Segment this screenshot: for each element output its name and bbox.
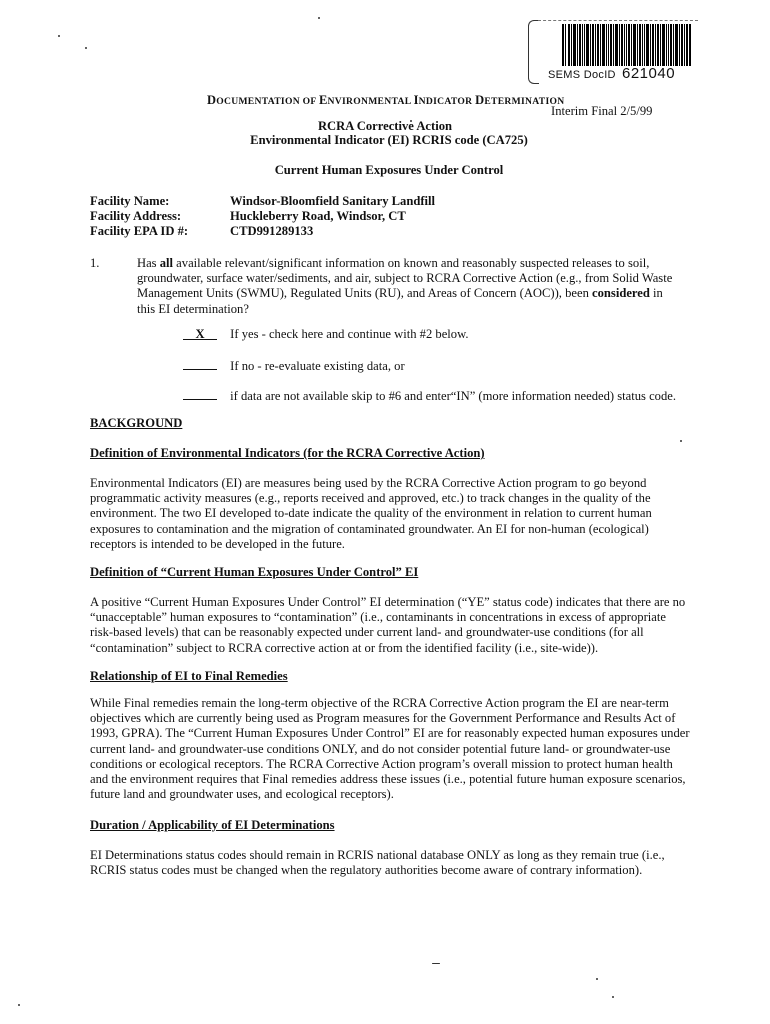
scan-speck	[318, 17, 320, 19]
facility-epa-value: CTD991289133	[230, 224, 314, 238]
def-chec-paragraph: A positive “Current Human Exposures Under Control” EI determination (“YE” status code) indicates that there are no “unacceptable” human exposures to “contamination” (i.e., contaminants in concentrations in excess of appropriate risk-based levels) that can be reasonably expected under current land- and groundwater-use conditions (for all “contamination” subject to RCRA corrective action at or from the identified facility (i.e., site-wide)).	[90, 595, 686, 655]
checkbox-yes[interactable]: X	[183, 327, 217, 340]
option-na-text: if data are not available skip to #6 and enter“IN” (more information needed) status code.	[230, 389, 677, 403]
facility-address-value: Huckleberry Road, Windsor, CT	[230, 209, 406, 223]
question-1-option-no	[183, 357, 405, 374]
def-chec-heading: Definition of “Current Human Exposures Under Control” EI	[90, 565, 419, 579]
option-no-text: If no - re-evaluate existing data, or	[230, 359, 405, 373]
option-yes-text: If yes - check here and continue with #2 below.	[230, 327, 469, 341]
background-heading: BACKGROUND	[90, 416, 183, 430]
question-1-option-na	[183, 387, 676, 404]
facility-epa-row	[90, 224, 435, 239]
scan-speck	[612, 996, 614, 998]
scan-speck	[432, 963, 440, 964]
facility-epa-label: Facility EPA ID #:	[90, 224, 189, 238]
checkbox-na[interactable]	[183, 387, 217, 400]
scan-speck	[596, 978, 598, 980]
stamp-bracket	[528, 20, 539, 84]
checkbox-no[interactable]	[183, 357, 217, 370]
scan-speck	[85, 47, 87, 49]
facility-address-label: Facility Address:	[90, 209, 182, 223]
facility-name-row	[90, 194, 435, 209]
scan-speck	[18, 1004, 20, 1006]
page-subtitle: Current Human Exposures Under Control	[274, 163, 504, 177]
def-ei-heading: Definition of Environmental Indicators (for the RCRA Corrective Action)	[90, 446, 485, 460]
scan-speck	[680, 440, 682, 442]
relationship-heading: Relationship of EI to Final Remedies	[90, 669, 288, 683]
duration-paragraph: EI Determinations status codes should remain in RCRIS national database ONLY as long as they remain true (i.e., RCRIS status codes must be changed when the regulatory authorities become aware of contrary information).	[90, 848, 665, 878]
header-line-2: Environmental Indicator (EI) RCRIS code (CA725)	[250, 133, 528, 147]
facility-name-label: Facility Name:	[90, 194, 170, 208]
facility-address-row	[90, 209, 435, 224]
question-1-option-yes	[183, 327, 469, 342]
facility-block	[90, 194, 435, 239]
document-id-stamp	[528, 14, 700, 86]
scan-speck	[58, 35, 60, 37]
header-line-1: RCRA Corrective Action	[317, 119, 453, 133]
facility-name-value: Windsor-Bloomfield Sanitary Landfill	[230, 194, 436, 208]
stamp-number: 621040	[622, 65, 676, 82]
relationship-paragraph: While Final remedies remain the long-term objective of the RCRA Corrective Action program the EI are near-term objectives which are currently being used as Program measures for the Government Performance and Results Act of 1993, GPRA). The “Current Human Exposures Under Control” EI are for reasonably expected human exposures under current land- and groundwater-use conditions ONLY, and do not consider potential future land- or groundwater-use conditions or ecological receptors. The RCRA Corrective Action program’s overall mission to protect human health and the environment requires that Final remedies address these issues (i.e., potential future human exposure scenarios, future land and groundwater uses, and ecological receptors).	[90, 696, 690, 802]
question-1-text: Has all available relevant/significant information on known and reasonably suspected releases to soil, groundwater, surface water/sediments, and air, subject to RCRA Corrective Action (e.g., from Solid Waste Management Units (SWMU), Regulated Units (RU), and Areas of Concern (AOC)), been considered in this EI determination?	[137, 256, 673, 316]
stamp-label: SEMS DocID	[548, 69, 616, 81]
def-ei-paragraph: Environmental Indicators (EI) are measures being used by the RCRA Corrective Action program to go beyond programmatic activity measures (e.g., reports received and approved, etc.) to track changes in the quality of the environment. The two EI developed to-date indicate the quality of the environment in relation to current human exposures to contamination and the migration of contaminated groundwater. An EI for non-human (ecological) receptors is intended to be developed in the future.	[90, 476, 652, 551]
interim-date: Interim Final 2/5/99	[551, 104, 653, 118]
stamp-top-rule	[538, 20, 698, 21]
barcode-icon	[562, 24, 692, 66]
question-1-number: 1.	[90, 256, 100, 270]
document-title: DOCUMENTATION OF ENVIRONMENTAL INDICATOR DETERMINATION	[207, 93, 565, 107]
duration-heading: Duration / Applicability of EI Determinations	[90, 818, 335, 832]
